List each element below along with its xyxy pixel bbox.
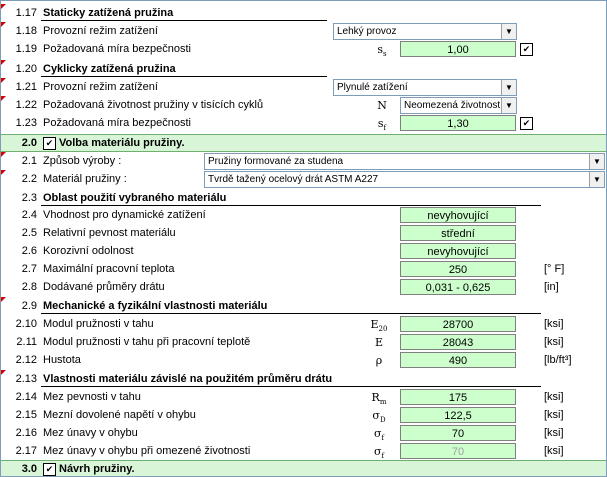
symbol: N bbox=[377, 99, 387, 112]
row-number: 2.16 bbox=[15, 427, 37, 439]
row-label: Mez únavy v ohybu při omezené životnosti bbox=[43, 445, 251, 457]
unit-label: [ksi] bbox=[544, 336, 564, 348]
row-number: 2.9 bbox=[1, 300, 37, 312]
row-static-load-mode bbox=[1, 22, 606, 40]
row-number: 1.23 bbox=[15, 117, 37, 129]
unit-label: [lb/ft³] bbox=[544, 354, 572, 366]
selected-value: Lehký provoz bbox=[337, 26, 397, 37]
row-label: Korozivní odolnost bbox=[43, 245, 134, 257]
section-cyclic-spring bbox=[1, 60, 606, 78]
section-title: Mechanické a fyzikální vlastnosti materiálu bbox=[43, 300, 268, 312]
static-load-mode-select[interactable] bbox=[333, 23, 517, 40]
row-elastic-modulus-working-temp bbox=[1, 333, 606, 351]
row-elastic-modulus bbox=[1, 315, 606, 333]
unit-label: [° F] bbox=[544, 263, 565, 275]
chevron-down-icon[interactable]: ▼ bbox=[589, 172, 604, 187]
symbol: E bbox=[374, 336, 384, 349]
row-spring-life bbox=[1, 96, 606, 114]
row-number: 2.1 bbox=[1, 155, 37, 167]
elastic-modulus-value: 28700 bbox=[400, 316, 516, 332]
chevron-down-icon[interactable]: ▼ bbox=[501, 80, 516, 95]
section-underline bbox=[41, 313, 541, 314]
symbol: $R_m$ bbox=[371, 391, 387, 407]
row-label: Modul pružnosti v tahu bbox=[43, 318, 154, 330]
row-label: Provozní režim zatížení bbox=[43, 25, 158, 37]
symbol: $\sigma_f$ bbox=[373, 445, 385, 461]
section-title: Vlastnosti materiálu závislé na použitém průměru drátu bbox=[43, 373, 333, 385]
row-label: Dodávané průměry drátu bbox=[43, 281, 165, 293]
cyclic-safety-factor-value[interactable]: 1,30 bbox=[400, 115, 516, 131]
selected-value: Plynulé zatížení bbox=[337, 82, 408, 93]
row-label: Vhodnost pro dynamické zatížení bbox=[43, 209, 206, 221]
symbol: $\sigma_D$ bbox=[372, 409, 386, 425]
selected-value: Pružiny formované za studena bbox=[208, 156, 344, 167]
row-tensile-strength bbox=[1, 388, 606, 406]
section-underline bbox=[41, 20, 327, 21]
section-underline bbox=[41, 76, 327, 77]
row-max-temperature bbox=[1, 260, 606, 278]
row-number: 2.11 bbox=[16, 336, 37, 348]
row-number: 2.12 bbox=[15, 354, 37, 366]
fatigue-limit-limited-life-value: 70 bbox=[400, 443, 516, 459]
row-number: 1.18 bbox=[1, 25, 37, 37]
row-number: 2.3 bbox=[21, 192, 37, 204]
row-label: Relativní pevnost materiálu bbox=[43, 227, 176, 239]
row-label: Mezní dovolené napětí v ohybu bbox=[43, 409, 196, 421]
row-number: 2.10 bbox=[15, 318, 37, 330]
unit-label: [ksi] bbox=[544, 318, 564, 330]
row-wire-diameters bbox=[1, 278, 606, 296]
selected-value: Tvrdě tažený ocelový drát ASTM A227 bbox=[208, 174, 379, 185]
row-label: Požadovaná životnost pružiny v tisících cyklů bbox=[43, 99, 264, 111]
fatigue-limit-value: 70 bbox=[400, 425, 516, 441]
row-fatigue-limit bbox=[1, 424, 606, 442]
cyclic-safety-factor-checkbox[interactable]: ✔ bbox=[520, 117, 533, 130]
row-density bbox=[1, 351, 606, 369]
cyclic-load-mode-select[interactable] bbox=[333, 79, 517, 96]
row-label: Hustota bbox=[43, 354, 81, 366]
row-number: 2.5 bbox=[21, 227, 37, 239]
section-title: Oblast použití vybraného materiálu bbox=[43, 192, 227, 204]
spring-life-select[interactable] bbox=[400, 97, 517, 114]
row-number: 2.15 bbox=[15, 409, 37, 421]
row-fatigue-limit-limited-life bbox=[1, 442, 606, 460]
section-mechanical-properties bbox=[1, 297, 606, 315]
row-label: Mez pevnosti v tahu bbox=[43, 391, 141, 403]
chevron-down-icon[interactable]: ▼ bbox=[501, 98, 516, 113]
dynamic-suitability-value: nevyhovující bbox=[400, 207, 516, 223]
section-header-spring-design bbox=[1, 460, 606, 477]
symbol: $s_s$ bbox=[377, 43, 387, 59]
row-corrosion-resistance bbox=[1, 242, 606, 260]
unit-label: [ksi] bbox=[544, 409, 564, 421]
section-material-usage bbox=[1, 189, 606, 207]
spring-material-select[interactable] bbox=[204, 171, 605, 188]
row-static-safety-factor bbox=[1, 40, 606, 58]
row-label: Způsob výroby : bbox=[43, 155, 122, 167]
section-header-title: Návrh pružiny. bbox=[59, 463, 135, 475]
section-header-material-choice bbox=[1, 134, 606, 152]
elastic-modulus-working-temp-value: 28043 bbox=[400, 334, 516, 350]
chevron-down-icon[interactable]: ▼ bbox=[501, 24, 516, 39]
wire-diameters-value: 0,031 - 0,625 bbox=[400, 279, 516, 295]
relative-strength-value: střední bbox=[400, 225, 516, 241]
density-value: 490 bbox=[400, 352, 516, 368]
row-number: 2.13 bbox=[1, 373, 37, 385]
static-safety-factor-checkbox[interactable]: ✔ bbox=[520, 43, 533, 56]
static-safety-factor-value[interactable]: 1,00 bbox=[400, 41, 516, 57]
section-static-spring bbox=[1, 4, 606, 22]
section-title: Cyklicky zatížená pružina bbox=[43, 63, 176, 75]
unit-label: [in] bbox=[544, 281, 559, 293]
row-number: 2.4 bbox=[21, 209, 37, 221]
tensile-strength-value: 175 bbox=[400, 389, 516, 405]
row-label: Požadovaná míra bezpečnosti bbox=[43, 117, 191, 129]
row-cyclic-safety-factor bbox=[1, 114, 606, 132]
row-manufacturing-method bbox=[1, 152, 606, 170]
row-number: 2.8 bbox=[21, 281, 37, 293]
row-cyclic-load-mode bbox=[1, 78, 606, 96]
unit-label: [ksi] bbox=[544, 391, 564, 403]
row-label: Provozní režim zatížení bbox=[43, 81, 158, 93]
row-number: 2.6 bbox=[21, 245, 37, 257]
row-number: 2.2 bbox=[1, 173, 37, 185]
row-number: 1.19 bbox=[15, 43, 37, 55]
row-label: Požadovaná míra bezpečnosti bbox=[43, 43, 191, 55]
corrosion-resistance-value: nevyhovující bbox=[400, 243, 516, 259]
row-label: Mez únavy v ohybu bbox=[43, 427, 138, 439]
row-number: 2.7 bbox=[21, 263, 37, 275]
row-number: 1.22 bbox=[1, 99, 37, 111]
unit-label: [ksi] bbox=[544, 445, 564, 457]
unit-label: [ksi] bbox=[544, 427, 564, 439]
symbol: $s_f$ bbox=[377, 117, 387, 133]
symbol: ρ bbox=[375, 354, 383, 367]
material-choice-checkbox[interactable]: ✔ bbox=[43, 137, 56, 150]
spring-design-checkbox[interactable]: ✔ bbox=[43, 463, 56, 476]
row-number: 2.17 bbox=[15, 445, 37, 457]
section-header-title: Volba materiálu pružiny. bbox=[59, 137, 185, 149]
row-number: 1.21 bbox=[1, 81, 37, 93]
manufacturing-method-select[interactable] bbox=[204, 153, 605, 170]
section-title: Staticky zatížená pružina bbox=[43, 7, 174, 19]
row-spring-material bbox=[1, 170, 606, 188]
symbol: $\sigma_f$ bbox=[373, 427, 385, 443]
row-relative-strength bbox=[1, 224, 606, 242]
max-temperature-value: 250 bbox=[400, 261, 516, 277]
row-number: 2.14 bbox=[15, 391, 37, 403]
allowable-bending-stress-value: 122,5 bbox=[400, 407, 516, 423]
row-dynamic-suitability bbox=[1, 206, 606, 224]
row-number: 1.20 bbox=[1, 63, 37, 75]
row-number: 1.17 bbox=[1, 7, 37, 19]
row-label: Materiál pružiny : bbox=[43, 173, 127, 185]
section-diameter-properties bbox=[1, 370, 606, 388]
symbol: $E_{20}$ bbox=[370, 318, 388, 334]
row-allowable-bending-stress bbox=[1, 406, 606, 424]
row-number: 2.0 bbox=[21, 137, 37, 149]
row-label: Maximální pracovní teplota bbox=[43, 263, 175, 275]
section-underline bbox=[41, 386, 541, 387]
selected-value: Neomezená životnost bbox=[404, 100, 501, 111]
row-number: 3.0 bbox=[21, 463, 37, 475]
chevron-down-icon[interactable]: ▼ bbox=[589, 154, 604, 169]
row-label: Modul pružnosti v tahu při pracovní teplotě bbox=[43, 336, 251, 348]
